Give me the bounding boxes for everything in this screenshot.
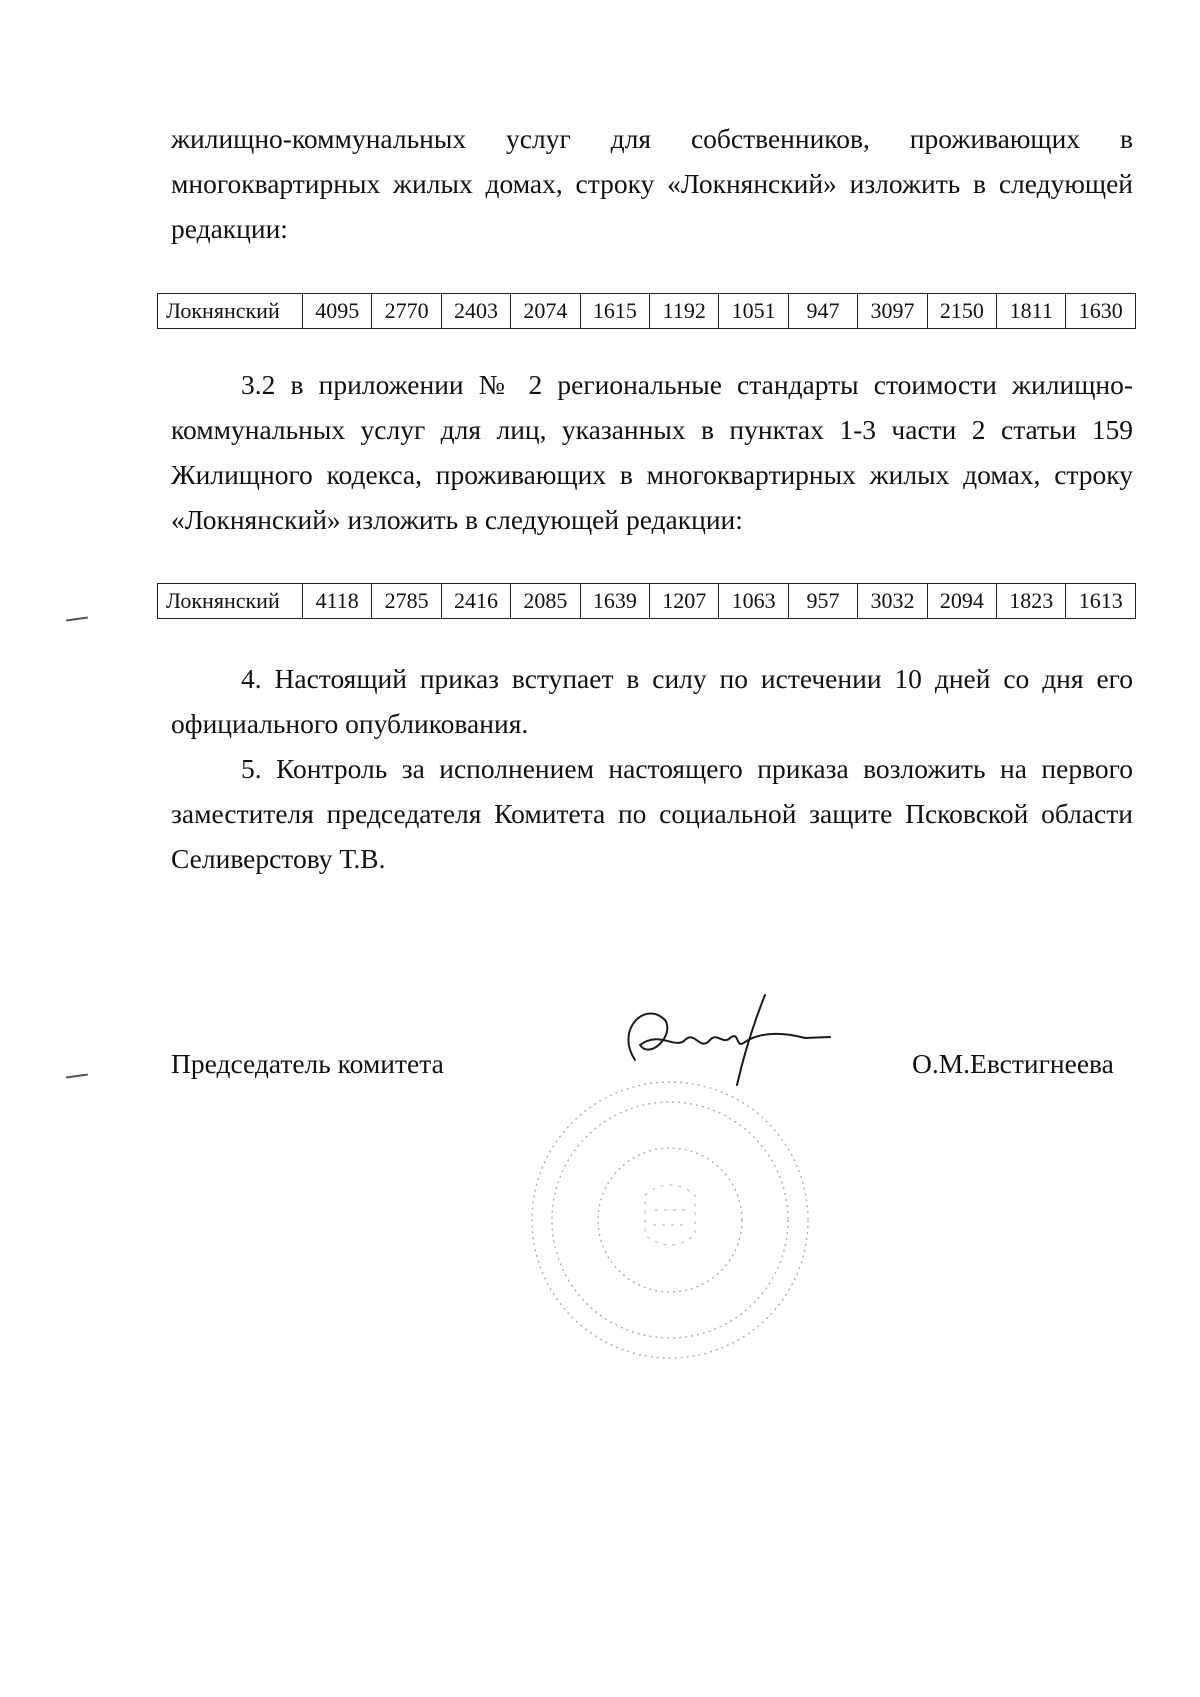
handwritten-signature [605, 990, 835, 1090]
table-cell: 1823 [997, 584, 1066, 619]
table-cell: 1615 [580, 294, 649, 329]
table-cell: 2150 [927, 294, 996, 329]
table-cell: 2074 [511, 294, 580, 329]
table-cell: 3032 [858, 584, 927, 619]
standards-table-owners [157, 293, 1136, 329]
margin-mark [66, 1073, 88, 1078]
table-cell: 4118 [303, 584, 372, 619]
table-cell: 4095 [303, 294, 372, 329]
table-cell: 1630 [1066, 294, 1136, 329]
table-cell: 2785 [372, 584, 441, 619]
table-row [158, 294, 1136, 329]
table-cell-name: Локнянский [158, 584, 303, 619]
table-cell: 1192 [650, 294, 719, 329]
table-cell: 3097 [858, 294, 927, 329]
paragraph-3-2: 3.2 в приложении № 2 региональные стандарты стоимости жилищно-коммунальных услуг для лиц, указанных в пунктах 1-3 части 2 статьи 159 Жилищного кодекса, проживающих в многоквартирных жилых домах, строку «Локнянский» изложить в следующей редакции: [171, 369, 1133, 535]
table-cell: 1207 [650, 584, 719, 619]
margin-mark [66, 616, 88, 621]
table-cell: 1613 [1066, 584, 1136, 619]
table-cell: 1639 [580, 584, 649, 619]
table-cell-name: Локнянский [158, 294, 303, 329]
table-cell: 947 [788, 294, 857, 329]
table-cell: 2770 [372, 294, 441, 329]
table-cell: 2403 [441, 294, 510, 329]
paragraph-4: 4. Настоящий приказ вступает в силу по истечении 10 дней со дня его официального опубликования. [171, 663, 1133, 739]
signer-name: О.М.Евстигнеева [912, 1048, 1114, 1079]
table-row [158, 584, 1136, 619]
table-cell: 1063 [719, 584, 788, 619]
paragraph-5: 5. Контроль за исполнением настоящего приказа возложить на первого заместителя председателя Комитета по социальной защите Псковской области Селиверстову Т.В. [171, 753, 1133, 874]
table-cell: 1811 [997, 294, 1066, 329]
table-cell: 2085 [511, 584, 580, 619]
table-cell: 2416 [441, 584, 510, 619]
signer-title: Председатель комитета [171, 1048, 444, 1079]
table-cell: 1051 [719, 294, 788, 329]
standards-table-benefit-recipients [157, 583, 1136, 619]
official-seal [525, 1075, 815, 1365]
intro-paragraph: жилищно-коммунальных услуг для собственников, проживающих в многоквартирных жилых домах, строку «Локнянский» изложить в следующей редакции: [171, 123, 1133, 244]
table-cell: 2094 [927, 584, 996, 619]
table-cell: 957 [788, 584, 857, 619]
